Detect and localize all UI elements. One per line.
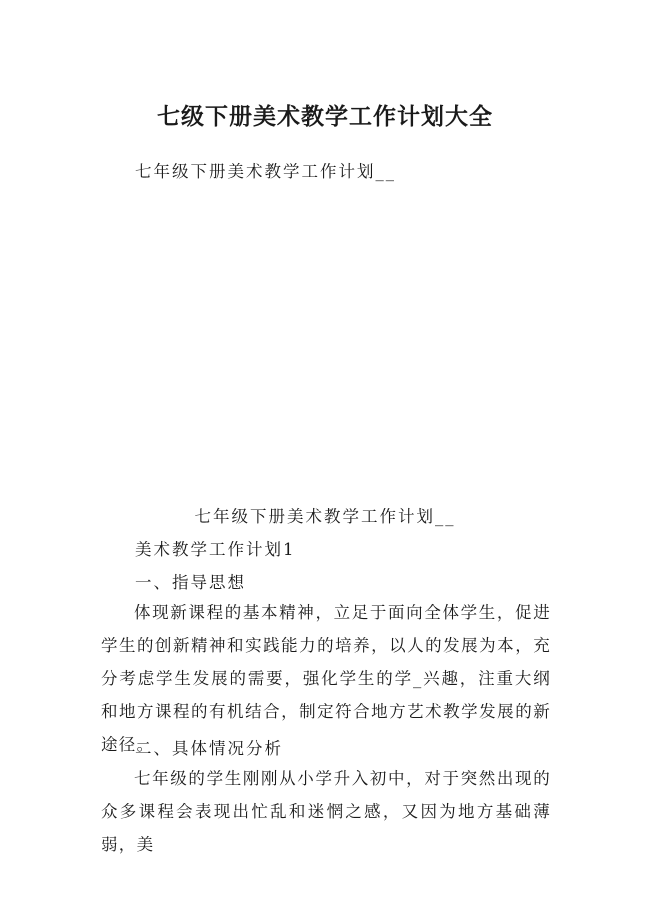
section2-paragraph: 七年级的学生刚刚从小学升入初中，对于突然出现的众多课程会表现出忙乱和迷惘之感，又因为地方基础薄弱，美 [101,769,551,854]
subtitle-center: 七年级下册美术教学工作计划__ [194,507,456,526]
plan-label: 美术教学工作计划1 [135,540,296,559]
section1-paragraph: 体现新课程的基本精神，立足于面向全体学生，促进学生的创新精神和实践能力的培养，以人的发展为本，充分考虑学生发展的需要，强化学生的学_兴趣，注重大纲和地方课程的有机结合，制定符合地方艺术教学发展的新途径。 [101,603,551,754]
subtitle-top: 七年级下册美术教学工作计划__ [135,162,396,181]
section1-heading: 一、指导思想 [135,573,246,592]
document-title: 七级下册美术教学工作计划大全 [157,104,493,130]
section2-heading: 二、具体情况分析 [135,739,283,758]
